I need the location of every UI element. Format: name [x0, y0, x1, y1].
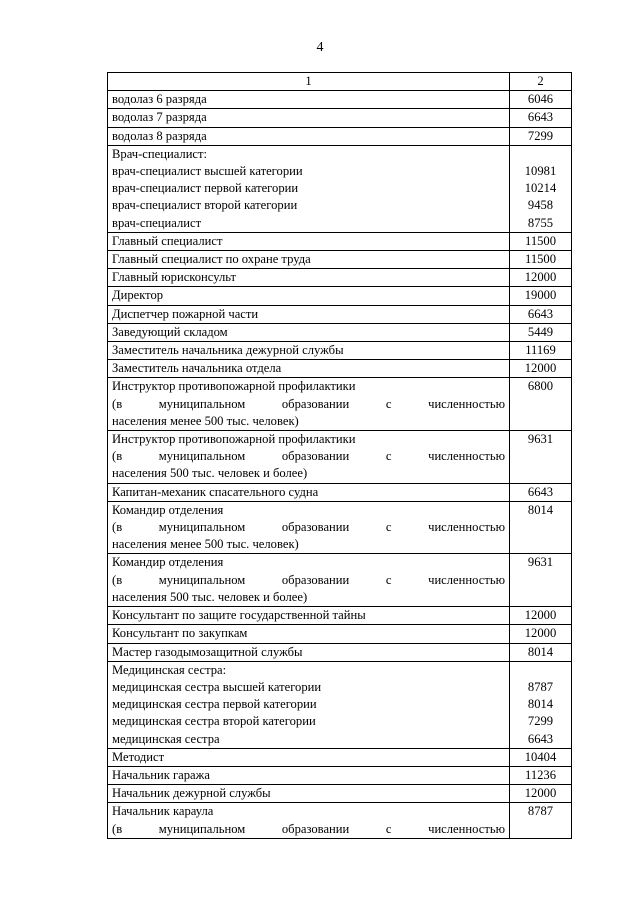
- position-name-cell: [108, 251, 510, 269]
- position-name-cell: [108, 127, 510, 145]
- amount-cell: [510, 109, 572, 127]
- table-row: [108, 501, 572, 554]
- position-name-line: населения 500 тыс. человек и более): [112, 466, 308, 481]
- position-name-cell: [108, 661, 510, 748]
- table-row: [108, 625, 572, 643]
- position-name-line: водолаз 7 разряда: [112, 110, 207, 125]
- position-name-line: Врач-специалист:: [112, 146, 208, 161]
- salary-table: [107, 72, 572, 839]
- table-row: [108, 251, 572, 269]
- amount-cell: [510, 483, 572, 501]
- table-row: [108, 269, 572, 287]
- table-row: [108, 360, 572, 378]
- table-row: [108, 803, 572, 838]
- position-name-line: водолаз 8 разряда: [112, 128, 207, 143]
- amount-value: 6800: [527, 379, 554, 394]
- table-row: [108, 287, 572, 305]
- amount-cell: [510, 785, 572, 803]
- position-name-cell: [108, 360, 510, 378]
- position-name-line: Начальник гаража: [112, 767, 210, 782]
- amount-value: 7299: [527, 128, 554, 143]
- amount-value: 10214: [524, 181, 557, 196]
- position-name-line: (в муниципальном образовании с численностью: [112, 396, 505, 411]
- position-name-cell: [108, 785, 510, 803]
- position-name-line: Главный юрисконсульт: [112, 270, 237, 285]
- amount-cell: [510, 342, 572, 360]
- position-name-line: (в муниципальном образовании с численностью: [112, 572, 505, 587]
- position-name-line: населения менее 500 тыс. человек): [112, 413, 299, 428]
- amount-value: 6643: [527, 484, 554, 499]
- amount-cell: [510, 287, 572, 305]
- amount-value: 8014: [527, 697, 554, 712]
- position-name-line: Мастер газодымозащитной службы: [112, 644, 303, 659]
- position-name-cell: [108, 269, 510, 287]
- table-row: [108, 431, 572, 484]
- amount-cell: [510, 360, 572, 378]
- position-name-cell: [108, 305, 510, 323]
- amount-cell: [510, 501, 572, 554]
- position-name-line: Начальник караула: [112, 804, 214, 819]
- table-row: [108, 145, 572, 232]
- position-name-line: медицинская сестра: [112, 731, 220, 746]
- position-name-line: медицинская сестра первой категории: [112, 697, 317, 712]
- position-name-line: Командир отделения: [112, 502, 224, 517]
- amount-cell: [510, 127, 572, 145]
- table-row: [108, 607, 572, 625]
- amount-cell: [510, 803, 572, 838]
- amount-value: 10404: [524, 749, 557, 764]
- amount-value: 6643: [527, 731, 554, 746]
- table-row: [108, 109, 572, 127]
- amount-value: [514, 146, 567, 163]
- amount-cell: [510, 232, 572, 250]
- page-number: 4: [316, 40, 324, 55]
- position-name-line: врач-специалист: [112, 215, 202, 230]
- amount-value: 8014: [527, 502, 554, 517]
- amount-cell: [510, 554, 572, 607]
- table-row: [108, 342, 572, 360]
- column-header-amount: 2: [510, 73, 572, 91]
- position-name-line: Заместитель начальника дежурной службы: [112, 343, 344, 358]
- amount-cell: [510, 91, 572, 109]
- table-row: [108, 232, 572, 250]
- position-name-cell: [108, 91, 510, 109]
- amount-value: 6643: [527, 306, 554, 321]
- table-row: [108, 305, 572, 323]
- amount-value: 6643: [527, 110, 554, 125]
- table-row: [108, 643, 572, 661]
- position-name-line: Консультант по закупкам: [112, 626, 248, 641]
- position-name-cell: [108, 748, 510, 766]
- amount-value: 8787: [527, 804, 554, 819]
- amount-value: 12000: [524, 270, 557, 285]
- position-name-line: врач-специалист первой категории: [112, 181, 299, 196]
- position-name-cell: [108, 342, 510, 360]
- table-header-row: [108, 73, 572, 91]
- amount-value: 11500: [524, 233, 557, 248]
- position-name-line: (в муниципальном образовании с численностью: [112, 520, 505, 535]
- amount-value: 12000: [524, 786, 557, 801]
- position-name-cell: [108, 287, 510, 305]
- position-name-line: Главный специалист: [112, 233, 223, 248]
- amount-cell: [510, 251, 572, 269]
- amount-value: 8787: [527, 679, 554, 694]
- position-name-cell: [108, 803, 510, 838]
- table-row: [108, 91, 572, 109]
- table-row: [108, 661, 572, 748]
- position-name-line: Командир отделения: [112, 555, 224, 570]
- position-name-cell: [108, 501, 510, 554]
- amount-cell: [510, 431, 572, 484]
- position-name-line: Директор: [112, 288, 164, 303]
- amount-value: 9458: [527, 198, 554, 213]
- amount-value: 8014: [527, 644, 554, 659]
- table-row: [108, 483, 572, 501]
- position-name-line: Медицинская сестра:: [112, 662, 227, 677]
- amount-value: 11500: [524, 252, 557, 267]
- amount-cell: [510, 145, 572, 232]
- amount-cell: [510, 625, 572, 643]
- position-name-cell: [108, 109, 510, 127]
- position-name-line: Заведующий складом: [112, 324, 228, 339]
- position-name-line: Диспетчер пожарной части: [112, 306, 259, 321]
- position-name-line: населения менее 500 тыс. человек): [112, 537, 299, 552]
- position-name-cell: [108, 323, 510, 341]
- position-name-line: Капитан-механик спасательного судна: [112, 484, 319, 499]
- amount-cell: [510, 748, 572, 766]
- position-name-line: населения 500 тыс. человек и более): [112, 589, 308, 604]
- position-name-cell: [108, 232, 510, 250]
- table-row: [108, 323, 572, 341]
- amount-value: 11236: [524, 767, 557, 782]
- table-row: [108, 766, 572, 784]
- amount-cell: [510, 766, 572, 784]
- amount-cell: [510, 323, 572, 341]
- position-name-line: врач-специалист высшей категории: [112, 164, 303, 179]
- amount-value: [514, 662, 567, 679]
- table-row: [108, 127, 572, 145]
- amount-value: 5449: [527, 324, 554, 339]
- position-name-line: Начальник дежурной службы: [112, 786, 271, 801]
- position-name-line: (в муниципальном образовании с численностью: [112, 449, 505, 464]
- column-header-position: 1: [108, 73, 510, 91]
- amount-value: 12000: [524, 608, 557, 623]
- amount-cell: [510, 661, 572, 748]
- amount-value: 10981: [524, 164, 557, 179]
- amount-value: 7299: [527, 714, 554, 729]
- position-name-cell: [108, 607, 510, 625]
- amount-cell: [510, 607, 572, 625]
- table-body: [108, 91, 572, 839]
- position-name-cell: [108, 483, 510, 501]
- position-name-line: Методист: [112, 749, 165, 764]
- position-name-line: Заместитель начальника отдела: [112, 361, 282, 376]
- position-name-line: медицинская сестра второй категории: [112, 714, 316, 729]
- position-name-cell: [108, 554, 510, 607]
- table-row: [108, 785, 572, 803]
- position-name-line: Инструктор противопожарной профилактики: [112, 432, 356, 447]
- amount-value: 11169: [525, 343, 556, 358]
- position-name-line: медицинская сестра высшей категории: [112, 679, 322, 694]
- position-name-cell: [108, 378, 510, 431]
- position-name-cell: [108, 643, 510, 661]
- amount-cell: [510, 305, 572, 323]
- amount-value: 12000: [524, 361, 557, 376]
- table-row: [108, 554, 572, 607]
- position-name-cell: [108, 431, 510, 484]
- amount-value: 19000: [524, 288, 557, 303]
- position-name-line: врач-специалист второй категории: [112, 198, 298, 213]
- position-name-cell: [108, 625, 510, 643]
- position-name-line: Главный специалист по охране труда: [112, 252, 311, 267]
- position-name-cell: [108, 766, 510, 784]
- position-name-cell: [108, 145, 510, 232]
- amount-cell: [510, 643, 572, 661]
- position-name-line: Инструктор противопожарной профилактики: [112, 379, 356, 394]
- table-row: [108, 378, 572, 431]
- table-row: [108, 748, 572, 766]
- amount-value: 8755: [527, 215, 554, 230]
- amount-value: 9631: [527, 555, 554, 570]
- amount-value: 6046: [527, 92, 554, 107]
- position-name-line: (в муниципальном образовании с численностью: [112, 821, 505, 836]
- amount-cell: [510, 269, 572, 287]
- position-name-line: водолаз 6 разряда: [112, 92, 207, 107]
- amount-value: 12000: [524, 626, 557, 641]
- position-name-line: Консультант по защите государственной тайны: [112, 608, 366, 623]
- amount-value: 9631: [527, 432, 554, 447]
- amount-cell: [510, 378, 572, 431]
